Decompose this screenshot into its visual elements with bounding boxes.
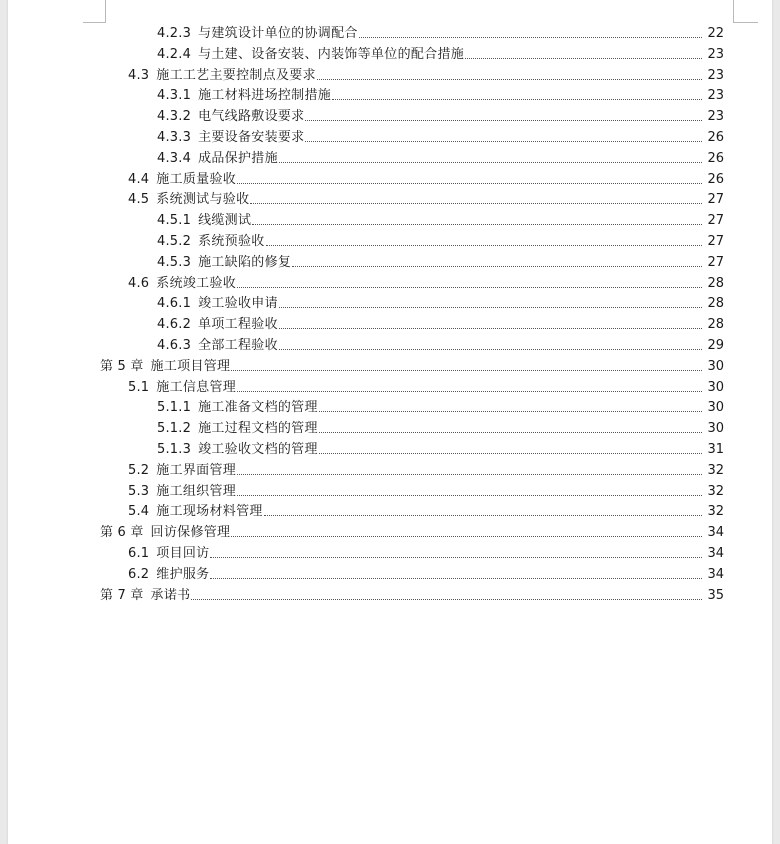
toc-entry-title: 回访保修管理 [150,525,231,541]
toc-dot-leader [292,266,702,267]
toc-entry-page-number: 26 [707,150,724,166]
toc-entry-page-number: 34 [707,566,724,582]
toc-entry[interactable] [128,500,724,520]
toc-entry-number: 5.4 [128,504,150,520]
toc-entry-title: 承诺书 [150,587,191,603]
toc-entry-title: 系统竣工验收 [156,275,237,291]
toc-entry-page-number: 34 [707,546,724,561]
toc-entry-number: 5.2 [128,462,150,478]
toc-entry-page-number: 30 [707,379,724,395]
toc-entry-number: 4.3.4 [157,150,192,166]
toc-dot-leader [191,599,702,600]
toc-dot-leader [359,37,702,38]
toc-dot-leader [237,474,702,475]
toc-entry-number: 6.1 [128,546,150,561]
toc-entry[interactable] [157,147,724,167]
toc-entry-page-number: 27 [707,192,724,208]
toc-entry[interactable] [128,272,724,292]
page-corner-mark-left [83,0,106,23]
toc-entry[interactable] [157,126,724,146]
toc-entry-title: 施工过程文档的管理 [198,421,318,437]
page-corner-mark-right [733,0,758,23]
toc-entry-page-number: 27 [707,234,724,249]
toc-entry-title: 电气线路敷设要求 [198,109,305,125]
toc-entry-page-number: 32 [707,483,724,499]
toc-dot-leader [279,349,702,350]
toc-dot-leader [250,203,702,204]
toc-entry-number: 4.2.3 [157,26,192,41]
toc-entry-number: 4.5.2 [157,234,192,249]
toc-entry[interactable] [128,480,724,500]
toc-entry-title: 施工缺陷的修复 [198,254,292,270]
toc-dot-leader [305,141,702,142]
toc-entry-number: 5.1 [128,379,150,395]
toc-entry-number: 4.3.2 [157,109,192,125]
toc-entry-title: 施工质量验收 [156,171,237,187]
toc-entry[interactable] [157,251,724,271]
toc-entry-number: 4.6.2 [157,317,192,333]
toc-entry-page-number: 34 [707,525,724,541]
toc-entry-title: 与建筑设计单位的协调配合 [198,26,358,41]
toc-entry[interactable] [157,334,724,354]
toc-entry[interactable] [128,376,724,396]
toc-entry-page-number: 27 [707,254,724,270]
toc-entry-page-number: 29 [707,338,724,353]
toc-entry-number: 第 6 章 [100,525,144,541]
toc-dot-leader [319,411,702,412]
toc-entry-title: 施工现场材料管理 [156,504,263,520]
toc-entry-number: 第 7 章 [100,587,144,603]
toc-entry[interactable] [157,209,724,229]
toc-entry-title: 竣工验收文档的管理 [198,442,318,457]
toc-entry-title: 施工项目管理 [150,358,231,374]
toc-entry[interactable] [157,84,724,104]
toc-entry-number: 4.5.3 [157,254,192,270]
toc-entry-number: 6.2 [128,566,150,582]
toc-entry-page-number: 28 [707,296,724,312]
toc-entry-title: 施工信息管理 [156,379,237,395]
toc-entry-number: 4.5.1 [157,213,192,229]
toc-entry-title: 施工工艺主要控制点及要求 [156,67,316,83]
toc-entry[interactable] [100,355,724,375]
toc-entry-title: 线缆测试 [198,213,252,229]
toc-entry[interactable] [128,542,724,562]
toc-dot-leader [210,578,702,579]
toc-dot-leader [319,432,702,433]
toc-entry-title: 施工界面管理 [156,462,237,478]
toc-dot-leader [317,79,702,80]
toc-entry-page-number: 35 [707,587,724,603]
toc-entry[interactable] [157,313,724,333]
toc-entry[interactable] [128,563,724,583]
toc-entry-page-number: 31 [707,442,724,457]
toc-dot-leader [237,495,702,496]
toc-dot-leader [465,58,702,59]
toc-entry-page-number: 26 [707,171,724,187]
toc-dot-leader [305,120,702,121]
toc-entry-title: 施工材料进场控制措施 [198,88,332,104]
toc-dot-leader [210,557,702,558]
toc-entry-page-number: 23 [707,67,724,83]
toc-entry[interactable] [157,105,724,125]
toc-dot-leader [237,391,702,392]
toc-entry-page-number: 28 [707,317,724,333]
toc-entry-number: 4.3 [128,67,150,83]
toc-entry-title: 成品保护措施 [198,150,278,166]
toc-entry-page-number: 30 [707,400,724,416]
toc-entry-number: 5.1.3 [157,442,192,457]
toc-entry-number: 4.6 [128,275,150,291]
toc-entry-page-number: 23 [707,46,724,62]
toc-entry-title: 系统预验收 [198,234,265,249]
toc-entry[interactable] [157,438,724,458]
toc-entry-page-number: 23 [707,109,724,125]
toc-dot-leader [231,536,702,537]
toc-entry[interactable] [128,459,724,479]
toc-entry-page-number: 30 [707,421,724,437]
toc-entry-page-number: 28 [707,275,724,291]
toc-entry[interactable] [157,43,724,63]
toc-entry-number: 5.1.1 [157,400,192,416]
toc-entry-title: 项目回访 [156,546,210,561]
toc-entry-page-number: 32 [707,462,724,478]
toc-entry-title: 与土建、设备安装、内装饰等单位的配合措施 [198,46,465,62]
toc-entry-page-number: 22 [707,26,724,41]
toc-entry[interactable] [100,521,724,541]
toc-entry-number: 第 5 章 [100,358,144,374]
toc-entry-title: 全部工程验收 [198,338,278,353]
toc-entry-page-number: 26 [707,130,724,145]
toc-entry-page-number: 23 [707,88,724,104]
toc-entry[interactable] [157,292,724,312]
toc-entry[interactable] [157,22,724,42]
toc-entry-number: 4.2.4 [157,46,192,62]
toc-entry-number: 4.3.1 [157,88,192,104]
toc-entry[interactable] [100,584,724,604]
toc-dot-leader [231,370,702,371]
toc-dot-leader [279,307,702,308]
toc-dot-leader [252,224,702,225]
toc-entry-number: 4.3.3 [157,130,192,145]
toc-entry-number: 5.1.2 [157,421,192,437]
toc-entry[interactable] [157,396,724,416]
toc-entry-title: 施工组织管理 [156,483,237,499]
toc-entry[interactable] [128,188,724,208]
toc-entry-page-number: 30 [707,358,724,374]
toc-entry-page-number: 27 [707,213,724,229]
toc-entry-page-number: 32 [707,504,724,520]
toc-entry-number: 4.6.1 [157,296,192,312]
toc-entry[interactable] [157,230,724,250]
toc-entry-number: 4.5 [128,192,150,208]
toc-entry-number: 4.6.3 [157,338,192,353]
toc-dot-leader [319,453,702,454]
toc-dot-leader [279,162,702,163]
toc-dot-leader [266,245,702,246]
toc-entry-number: 4.4 [128,171,150,187]
toc-entry-title: 主要设备安装要求 [198,130,305,145]
toc-entry-title: 施工准备文档的管理 [198,400,318,416]
toc-entry-number: 5.3 [128,483,150,499]
toc-entry[interactable] [128,64,724,84]
toc-dot-leader [264,515,702,516]
toc-dot-leader [237,287,702,288]
toc-dot-leader [237,183,702,184]
toc-entry-title: 单项工程验收 [198,317,278,333]
toc-dot-leader [332,99,702,100]
toc-entry[interactable] [128,168,724,188]
toc-entry-title: 维护服务 [156,566,210,582]
toc-entry-title: 竣工验收申请 [198,296,278,312]
toc-entry[interactable] [157,417,724,437]
toc-dot-leader [279,328,702,329]
toc-entry-title: 系统测试与验收 [156,192,250,208]
